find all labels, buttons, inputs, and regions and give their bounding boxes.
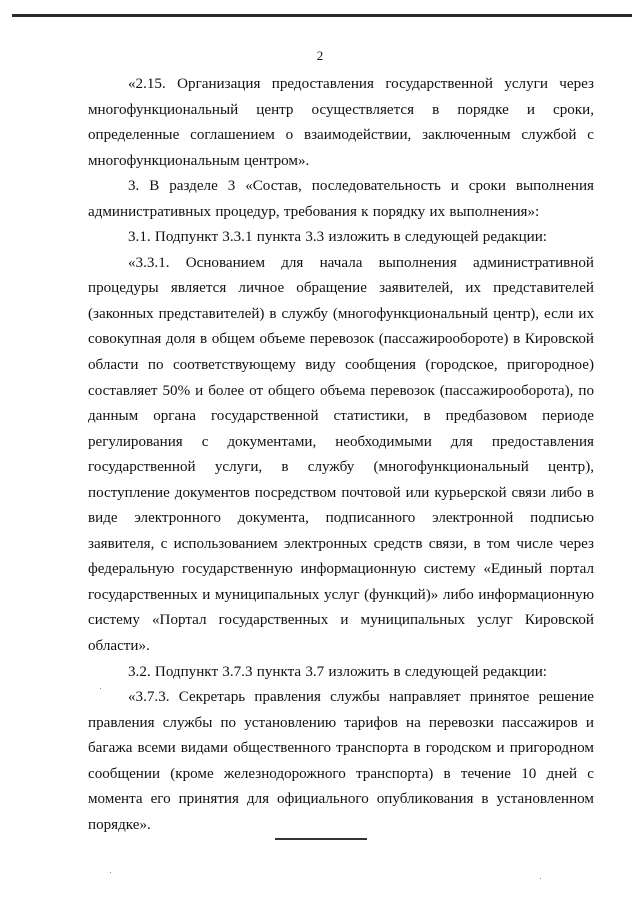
paragraph-2-15: «2.15. Организация предоставления государственной услуги через многофункциональный центр осуществляется в порядке и сроки, определенные соглашением о взаимодействии, заключенным службой с многофункциональным центром». [88, 76, 594, 169]
scan-top-border [12, 14, 632, 17]
document-body [88, 72, 594, 838]
paragraph-3-3-1: «3.3.1. Основанием для начала выполнения административной процедуры является личное обращение заявителей, их представителей (законных представителей) в службу (многофункциональный центр), если их совокупная доля в общем объеме перевозок (пассажирообороте) в Кировской области по соответствующему виду сообщения (городское, пригородное) составляет 50% и более от общего объема перевозок (пассажирооборота), по данным органа государственной статистики, в предбазовом периоде регулирования с документами, необходимыми для предоставления государственной услуги, в службу (многофункциональный центр), поступление документов посредством почтовой или курьерской связи либо в виде электронного документа, подписанного электронной подписью заявителя, с использованием электронных средств связи, в том числе через федеральную государственную информационную систему «Единый портал государственных и муниципальных услуг (функций)» либо информационную систему «Портал государственных и муниципальных услуг Кировской области». [88, 254, 594, 655]
scan-speck [540, 878, 541, 879]
closing-rule [275, 838, 367, 840]
paragraph-section-3: 3. В разделе 3 «Состав, последовательность и сроки выполнения административных процедур, требования к порядку их выполнения»: [88, 178, 594, 220]
scan-speck [110, 872, 111, 873]
paragraph-3-7-3: «3.7.3. Секретарь правления службы направляет принятое решение правления службы по установлению тарифов на перевозки пассажиров и багажа всеми видами общественного транспорта в городском и пригородном сообщении (кроме железнодорожного транспорта) в течение 10 дней с момента его принятия для официального опубликования в установленном порядке». [88, 689, 594, 833]
page-number: 2 [316, 48, 324, 63]
paragraph-3-2: 3.2. Подпункт 3.7.3 пункта 3.7 изложить в следующей редакции: [128, 663, 547, 680]
scan-speck [100, 688, 101, 689]
paragraph-3-1: 3.1. Подпункт 3.3.1 пункта 3.3 изложить в следующей редакции: [128, 229, 547, 246]
